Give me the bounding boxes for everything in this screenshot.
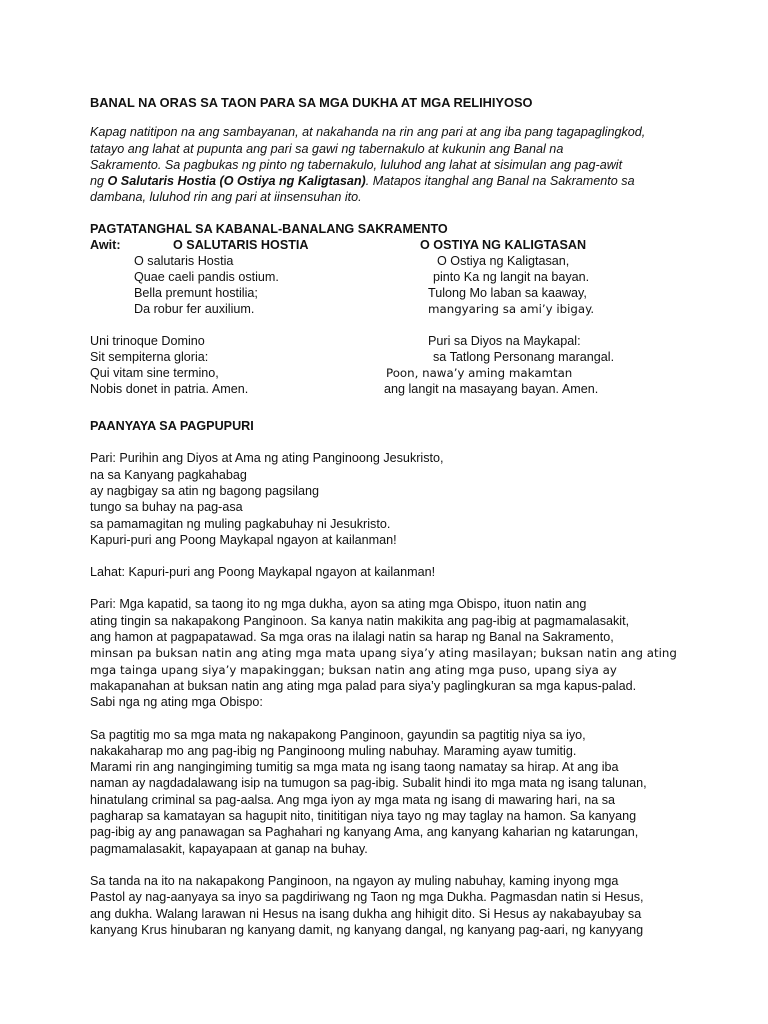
latin-verse-line: Nobis donet in patria. Amen. [90, 382, 249, 397]
priest-exhortation [90, 596, 690, 710]
tagalog-hymn-title: O OSTIYA NG KALIGTASAN [420, 238, 587, 253]
exhortation-line: ang hamon at pagpapatawad. Sa mga oras na ilalagi natin sa harap ng Banal na Sakramento, [90, 630, 614, 645]
acclamation-line: na sa Kanyang pagkahabag [90, 467, 247, 482]
intro-rubric [90, 124, 690, 205]
exhortation-line: ating tingin sa nakapakong Panginoon. Sa kanya natin makikita ang pag-ibig at pagmamalasakit, [90, 613, 630, 628]
intro-line: dambana, luluhod rin ang pari at iinsensuhan ito. [90, 190, 362, 205]
bishops-quote-paragraph [90, 727, 690, 857]
tagalog-verse-line: O Ostiya ng Kaligtasan, [437, 254, 570, 269]
bishops-quote-paragraph [90, 873, 690, 938]
intro-line [90, 173, 690, 189]
document-title: BANAL NA ORAS SA TAON PARA SA MGA DUKHA AT MGA RELIHIYOSO [90, 95, 533, 110]
latin-verse-line: Qui vitam sine termino, [90, 366, 219, 381]
acclamation-line: ay nagbigay sa atin ng bagong pagsilang [90, 483, 319, 498]
intro-line-post: . Matapos itanghal ang Banal na Sakramento sa [365, 174, 635, 189]
paragraph-line: kanyang Krus hinubaran ng kanyang damit, ng kanyang dangal, ng kanyang pag-aari, ng kanyyang [90, 922, 644, 937]
people-response [90, 564, 690, 580]
acclamation-line: tungo sa buhay na pag-asa [90, 500, 243, 515]
section-title-exposition: PAGTATANGHAL SA KABANAL-BANALANG SAKRAMENTO [90, 221, 448, 236]
latin-verse-line: Sit sempiterna gloria: [90, 350, 209, 365]
latin-verse-line: Bella premunt hostilia; [134, 286, 258, 301]
intro-line: Sakramento. Sa pagbukas ng pinto ng tabernakulo, luluhod ang lahat at sisimulan ang pag-awit [90, 157, 623, 172]
paragraph-line: ang dukha. Walang larawan ni Hesus na isang dukha ang hihigit dito. Si Hesus ay nakabayubay sa [90, 906, 642, 921]
intro-line: tatayo ang lahat at pupunta ang pari sa gawi ng tabernakulo at kukunin ang Banal na [90, 141, 564, 156]
paragraph-line: Marami rin ang nangingiming tumitig sa mga mata ng isang taong namatay sa hirap. At ang iba [90, 760, 619, 775]
intro-line-pre: ng [90, 174, 108, 189]
tagalog-verse-line: sa Tatlong Personang marangal. [433, 350, 615, 365]
exhortation-line: mga tainga upang siya’y mapakinggan; buksan natin ang ating mga puso, upang siya ay [90, 662, 617, 677]
hymn-reference: O Salutaris Hostia (O Ostiya ng Kaligtasan) [107, 174, 366, 189]
tagalog-verse-line: pinto Ka ng langit na bayan. [433, 270, 590, 285]
tagalog-verse-line: Puri sa Diyos na Maykapal: [428, 334, 581, 349]
intro-line: Kapag natitipon na ang sambayanan, at nakahanda na rin ang pari at ang iba pang tagapaglingkod, [90, 125, 646, 140]
document-body [90, 95, 690, 954]
tagalog-verse-line: Tulong Mo laban sa kaaway, [428, 286, 587, 301]
section-title-invitation: PAANYAYA SA PAGPUPURI [90, 419, 254, 434]
tagalog-verse-line: mangyaring sa ami’y ibigay. [428, 302, 595, 317]
exhortation-line: makapanahan at buksan natin ang ating mga palad para siya’y paglingkuran sa mga kapus-palad. [90, 678, 637, 693]
exhortation-line: Sabi nga ng ating mga Obispo: [90, 695, 263, 710]
hymn-block [90, 237, 690, 397]
latin-verse-line: Uni trinoque Domino [90, 334, 205, 349]
latin-hymn-title: O SALUTARIS HOSTIA [173, 238, 309, 253]
paragraph-line: Sa tanda na ito na nakapakong Panginoon, na ngayon ay muling nabuhay, kaming inyong mga [90, 873, 619, 888]
response-line: Lahat: Kapuri-puri ang Poong Maykapal ngayon at kailanman! [90, 565, 436, 580]
exhortation-line: Pari: Mga kapatid, sa taong ito ng mga dukha, ayon sa ating mga Obispo, ituon natin ang [90, 597, 587, 612]
latin-verse-line: Quae caeli pandis ostium. [134, 270, 279, 285]
paragraph-line: Pastol ay nag-aanyaya sa inyo sa pagdiriwang ng Taon ng mga Dukha. Pagmasdan natin si Hesus, [90, 890, 644, 905]
exhortation-line: minsan pa buksan natin ang ating mga mata upang siya’y ating masilayan; buksan natin ang ating [90, 646, 677, 661]
latin-verse-line: O salutaris Hostia [134, 254, 234, 269]
awit-label: Awit: [90, 238, 121, 253]
acclamation-line: Pari: Purihin ang Diyos at Ama ng ating Panginoong Jesukristo, [90, 451, 444, 466]
paragraph-line: pagharap sa kamatayan sa hagupit nito, tinititigan niya tayo ng may taglay na hamon. Sa kanyang [90, 809, 637, 824]
paragraph-line: nakakaharap mo ang pag-ibig ng Panginoong muling nabuhay. Maraming ayaw tumitig. [90, 743, 577, 758]
paragraph-line: pag-ibig ay ang panawagan sa Paghahari ng kanyang Ama, ang kanyang kaharian ng katarungan, [90, 825, 639, 840]
priest-acclamation [90, 450, 690, 548]
latin-verse-line: Da robur fer auxilium. [134, 302, 255, 317]
acclamation-line: Kapuri-puri ang Poong Maykapal ngayon at kailanman! [90, 532, 397, 547]
paragraph-line: Sa pagtitig mo sa mga mata ng nakapakong Panginoon, gayundin sa pagtitig niya sa iyo, [90, 727, 586, 742]
acclamation-line: sa pamamagitan ng muling pagkabuhay ni Jesukristo. [90, 516, 391, 531]
paragraph-line: pagmamalasakit, kapayapaan at ganap na buhay. [90, 841, 368, 856]
paragraph-line: hinatulang criminal sa pag-aalsa. Ang mga iyon ay mga mata ng isang di mawaring hari, na sa [90, 792, 616, 807]
tagalog-verse-line: Poon, nawa’y aming makamtan [386, 366, 573, 381]
paragraph-line: naman ay nagdadalawang isip na tumugon sa pag-ibig. Subalit hindi ito mga mata ng isang talunan, [90, 776, 647, 791]
tagalog-verse-line: ang langit na masayang bayan. Amen. [384, 382, 599, 397]
